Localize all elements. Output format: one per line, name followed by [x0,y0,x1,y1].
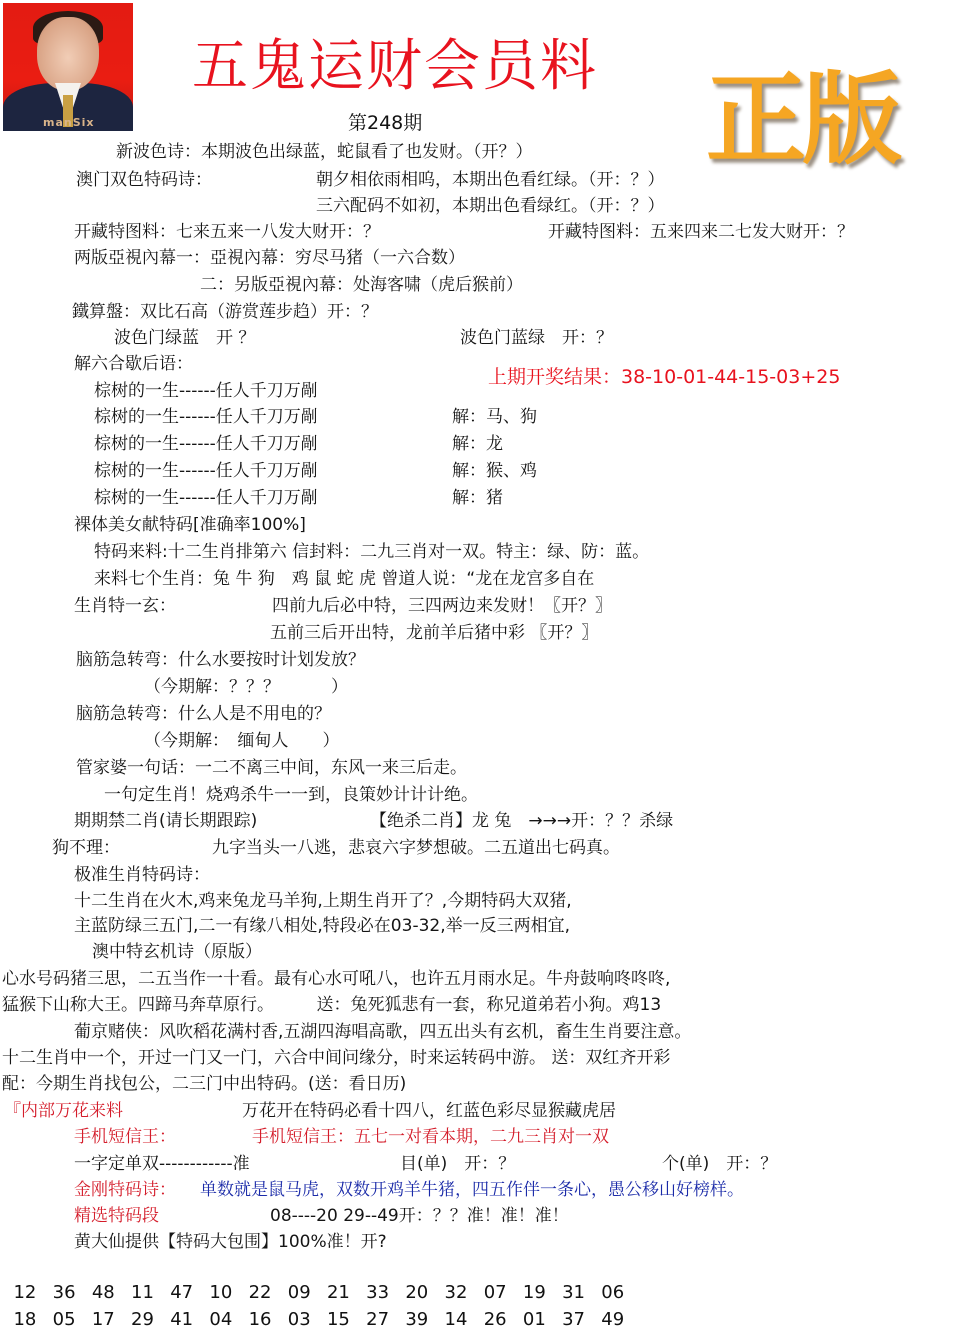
brain-teaser-1-answer: （今期解：？？？ ） [144,677,348,697]
brain-teaser-2-answer: （今期解： 缅甸人 ） [144,731,340,751]
grid-number: 33 [366,1282,390,1303]
grid-number: 14 [444,1309,468,1330]
riddle-row: 棕树的一生------任人千刀万剮 [94,407,318,427]
grid-number: 27 [366,1309,390,1330]
macau-mystery-poem-heading: 澳中特玄机诗（原版） [92,942,262,962]
banned-zodiac-label: 期期禁二肖(请长期跟踪) [74,811,258,831]
wave-color-poem: 新波色诗：本期波色出绿蓝，蛇鼠看了也发财。（开？） [116,142,533,162]
grid-number: 41 [170,1309,194,1330]
hidden-chart-left: 开藏特图料：七来五来一八发大财开：？ [74,222,380,242]
goubuli-poem: 九字当头一八逃，悲哀六字梦想破。二五道出七码真。 [212,838,620,858]
authentic-stamp: 正版 [706,60,898,178]
selected-range-value: 08----20 29--49开：？？准！准！准！ [270,1206,569,1226]
zodiac-poem-heading: 极准生肖特码诗： [74,865,210,885]
lisboa-gambler-line3: 配：今期生肖找包公，二三门中出特码。(送：看日历) [2,1074,407,1094]
special-code-source: 特码来料:十二生肖排第六 信封料：二九三肖对一双。特主：绿、防：蓝。 [94,542,650,562]
grid-number: 12 [13,1282,37,1303]
one-line-zodiac: 一句定生肖！烧鸡杀牛一一到，良策妙计计计绝。 [104,785,478,805]
issue-number: 第248期 [348,112,423,134]
goubuli-label: 狗不理： [52,838,120,858]
grid-number: 31 [562,1282,585,1303]
page-title: 五鬼运财会员料 [192,34,598,99]
riddle-row: 棕树的一生------任人千刀万剮 [94,488,318,508]
wanhua-label: 『内部万花来料 [4,1101,123,1121]
wave-door-blue-green: 波色门蓝绿 开：？ [460,328,613,348]
riddle-heading: 解六合歇后语： [74,354,193,374]
riddle-row: 棕树的一生------任人千刀万剮 [94,461,318,481]
selected-range-label: 精选特码段 [74,1206,159,1226]
riddle-answer: 解：猴、鸡 [452,461,537,481]
zodiac-poem-line2: 主蓝防绿三五门,二一有缘八相处,特段必在03-32,举一反三两相宜, [74,916,571,936]
grid-number: 11 [131,1282,154,1303]
wanhua-text: 万花开在特码必看十四八，红蓝色彩尽显猴藏虎居 [242,1101,616,1121]
portrait-photo [3,3,133,131]
diamond-poem-label: 金刚特码诗： [74,1180,176,1200]
lisboa-gambler-line1: 葡京赌侠：风吹稻花满村香,五湖四海唱高歌，四五出头有玄机，畜生生肖要注意。 [74,1022,692,1042]
macau-color-poem-label: 澳门双色特码诗： [76,170,212,190]
grid-number: 37 [562,1309,585,1330]
macau-color-poem-line2: 三六配码不如初，本期出色看绿红。（开：？） [316,196,665,216]
grid-number: 16 [248,1309,272,1330]
last-draw-result: 上期开奖结果：38-10-01-44-15-03+25 [488,366,841,388]
grid-number: 29 [131,1309,154,1330]
photo-watermark: manSix [43,116,95,129]
grid-number: 47 [170,1282,194,1303]
grid-number: 39 [405,1309,429,1330]
iron-abacus: 鐵算盤：双比石高（游赏莲步趋）开：？ [72,302,378,322]
grid-number: 21 [326,1282,350,1303]
riddle-answer: 解：龙 [452,434,503,454]
diamond-poem-text: 单数就是鼠马虎，双数开鸡羊牛猪，四五作伴一条心，愚公移山好榜样。 [200,1180,744,1200]
brain-teaser-2: 脑筋急转弯：什么人是不用电的？ [76,704,331,724]
number-grid-row-2 [2,1284,640,1332]
grid-number: 26 [483,1309,507,1330]
grid-number: 48 [91,1282,115,1303]
grid-number: 01 [522,1309,546,1330]
macau-color-poem-line1: 朝夕相依雨相呜，本期出色看红绿。（开：？） [316,170,665,190]
special-code-heading: 裸体美女献特码[准确率100%] [74,515,306,535]
sms-king-text: 手机短信王：五七一对看本期，二九三肖对一双 [252,1127,609,1147]
grid-number: 20 [405,1282,429,1303]
lisboa-gambler-line2: 十二生肖中一个，开过一门又一门，六合中间问缘分，时来运转码中游。 送：双红齐开彩 [2,1048,671,1068]
atv-insider-one: 两版亞視內幕一：亞視內幕：穷尽马猪（一六合数） [74,248,465,268]
portrait-face [37,17,99,91]
odd-even-label: 一字定单双------------准 [74,1154,250,1174]
grid-number: 32 [444,1282,468,1303]
zodiac-mystery-label: 生肖特一玄： [74,596,176,616]
macau-mystery-poem-line1: 心水号码猪三思，二五当作一十看。最有心水可吼八，也许五月雨水足。牛舟鼓响咚咚咚, [2,969,671,989]
hidden-chart-right: 开藏特图料：五来四来二七发大财开：？ [548,222,854,242]
wong-tai-sin-heading: 黄大仙提供【特码大包围】100%准！开? [74,1232,387,1252]
riddle-answer: 解：马、狗 [452,407,537,427]
zodiac-mystery-line1: 四前九后必中特，三四两边来发财！〖开？〗 [272,596,612,616]
seven-zodiac-source: 来料七个生肖：兔 牛 狗 鸡 鼠 蛇 虎 曾道人说：“龙在龙宫多自在 [94,569,595,589]
zodiac-poem-line1: 十二生肖在火木,鸡来兔龙马羊狗,上期生肖开了？,今期特码大双猪, [74,891,572,911]
units-odd-even: 个(单) 开：？ [662,1154,778,1174]
atv-insider-two: 二：另版亞視內幕：处海客啸（虎后猴前） [200,275,523,295]
grid-number: 17 [91,1309,115,1330]
grid-number: 07 [483,1282,507,1303]
grid-number: 10 [209,1282,233,1303]
grid-number: 49 [601,1309,625,1330]
grid-number: 06 [601,1282,625,1303]
grid-number: 22 [248,1282,272,1303]
grid-number: 04 [209,1309,233,1330]
grid-number: 09 [287,1282,311,1303]
grid-number: 03 [287,1309,311,1330]
grid-number: 15 [326,1309,350,1330]
grid-number: 05 [52,1309,76,1330]
housekeeper-saying: 管家婆一句话：一二不离三中间，东风一来三后走。 [76,758,467,778]
banned-zodiac-value: 【绝杀二肖】龙 兔 →→→开：？？杀绿 [370,811,674,831]
wave-door-green-blue: 波色门绿蓝 开 ？ [114,328,256,348]
macau-mystery-poem-line2: 猛猴下山称大王。四蹄马奔草原行。 送：兔死狐悲有一套，称兄道弟若小狗。鸡13 [2,995,662,1015]
tens-odd-even: 目(单) 开：？ [400,1154,516,1174]
zodiac-mystery-line2: 五前三后开出特，龙前羊后猪中彩 〖开？〗 [270,623,599,643]
grid-number: 19 [522,1282,546,1303]
sms-king-label: 手机短信王： [74,1127,176,1147]
riddle-row: 棕树的一生------任人千刀万剮 [94,381,318,401]
grid-number: 18 [13,1309,37,1330]
riddle-row: 棕树的一生------任人千刀万剮 [94,434,318,454]
brain-teaser-1: 脑筋急转弯：什么水要按时计划发放？ [76,650,365,670]
riddle-answer: 解：猪 [452,488,503,508]
grid-number: 36 [52,1282,76,1303]
